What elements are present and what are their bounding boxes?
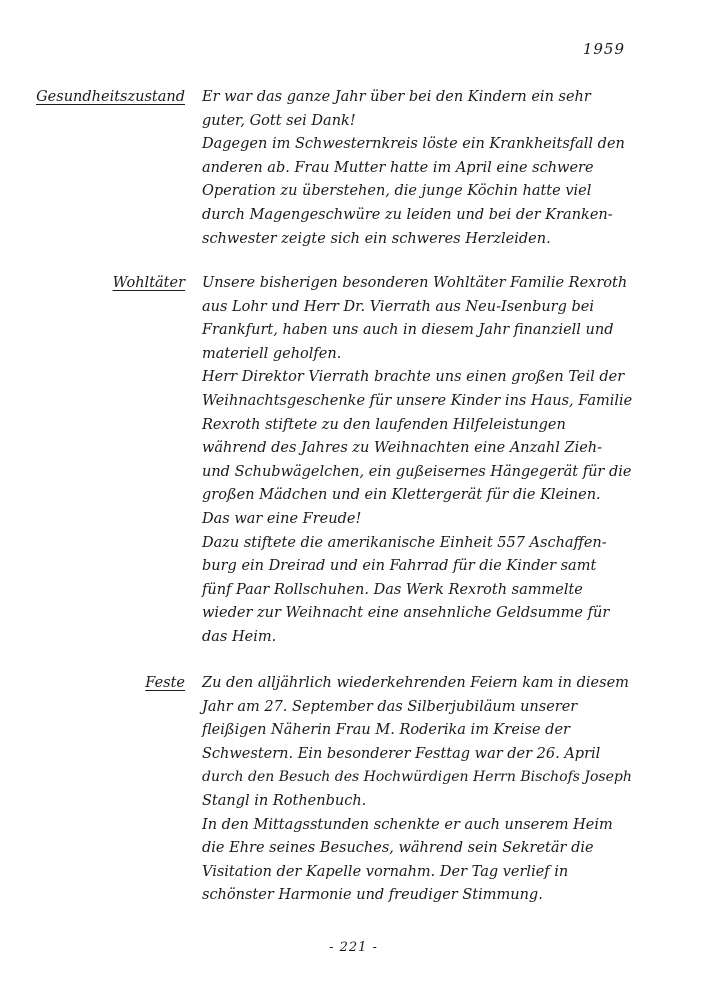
text-line: guter, Gott sei Dank! xyxy=(202,112,356,129)
text-line: schwester zeigte sich ein schweres Herzleiden. xyxy=(202,230,551,247)
text-line: In den Mittagsstunden schenkte er auch unserem Heim xyxy=(202,816,613,833)
text-line: Unsere bisherigen besonderen Wohltäter Familie Rexroth xyxy=(202,275,628,291)
text-line: Visitation der Kapelle vornahm. Der Tag verlief in xyxy=(202,863,569,880)
section-heading: Wohltäter xyxy=(112,275,185,291)
text-line: Zu den alljährlich wiederkehrenden Feiern kam in diesem xyxy=(202,675,629,691)
text-line: Rexroth stiftete zu den laufenden Hilfeleistungen xyxy=(202,416,566,433)
section-heading: Gesundheitszustand xyxy=(36,89,185,105)
text-line: schönster Harmonie und freudiger Stimmung. xyxy=(202,887,543,904)
text-line: wieder zur Weihnacht eine ansehnliche Geldsumme für xyxy=(202,605,610,622)
section-heading: Feste xyxy=(145,675,185,691)
page-number: - 221 - xyxy=(329,940,378,955)
text-line: fleißigen Näherin Frau M. Roderika im Kreise der xyxy=(202,722,570,739)
text-line: das Heim. xyxy=(202,628,277,645)
text-line: materiell geholfen. xyxy=(202,345,342,362)
text-line: Frankfurt, haben uns auch in diesem Jahr finanziell und xyxy=(202,322,614,339)
text-line: und Schubwägelchen, ein gußeisernes Hängegerät für die xyxy=(202,463,632,480)
text-line: aus Lohr und Herr Dr. Vierrath aus Neu-Isenburg bei xyxy=(202,298,595,315)
text-line: Dazu stiftete die amerikanische Einheit 557 Aschaffen- xyxy=(202,534,607,551)
text-line: anderen ab. Frau Mutter hatte im April eine schwere xyxy=(202,159,594,176)
text-line: Weihnachtsgeschenke für unsere Kinder ins Haus, Familie xyxy=(202,392,633,409)
text-line: fünf Paar Rollschuhen. Das Werk Rexroth sammelte xyxy=(202,581,583,598)
section-body xyxy=(202,86,632,251)
text-line: Stangl in Rothenbuch. xyxy=(202,792,367,809)
text-line: großen Mädchen und ein Klettergerät für die Kleinen. xyxy=(202,487,601,504)
text-line: Das war eine Freude! xyxy=(202,510,362,527)
page-year: 1959 xyxy=(582,40,625,58)
text-line: burg ein Dreirad und ein Fahrrad für die Kinder samt xyxy=(202,558,597,575)
text-line: Dagegen im Schwesternkreis löste ein Krankheitsfall den xyxy=(202,136,625,153)
text-line: Operation zu überstehen, die junge Köchin hatte viel xyxy=(202,183,592,200)
text-line: Er war das ganze Jahr über bei den Kindern ein sehr xyxy=(202,89,591,105)
text-line: durch Magengeschwüre zu leiden und bei der Kranken- xyxy=(202,206,613,223)
text-line: Schwestern. Ein besonderer Festtag war der 26. April xyxy=(202,745,601,762)
text-line: durch den Besuch des Hochwürdigen Herrn Bischofs Joseph xyxy=(202,769,632,786)
text-line: Jahr am 27. September das Silberjubiläum unserer xyxy=(202,698,578,715)
section-body xyxy=(202,672,632,908)
section-body xyxy=(202,272,632,650)
text-line: die Ehre seines Besuches, während sein Sekretär die xyxy=(202,840,594,857)
text-line: während des Jahres zu Weihnachten eine Anzahl Zieh- xyxy=(202,440,603,457)
text-line: Herr Direktor Vierrath brachte uns einen großen Teil der xyxy=(202,369,625,386)
